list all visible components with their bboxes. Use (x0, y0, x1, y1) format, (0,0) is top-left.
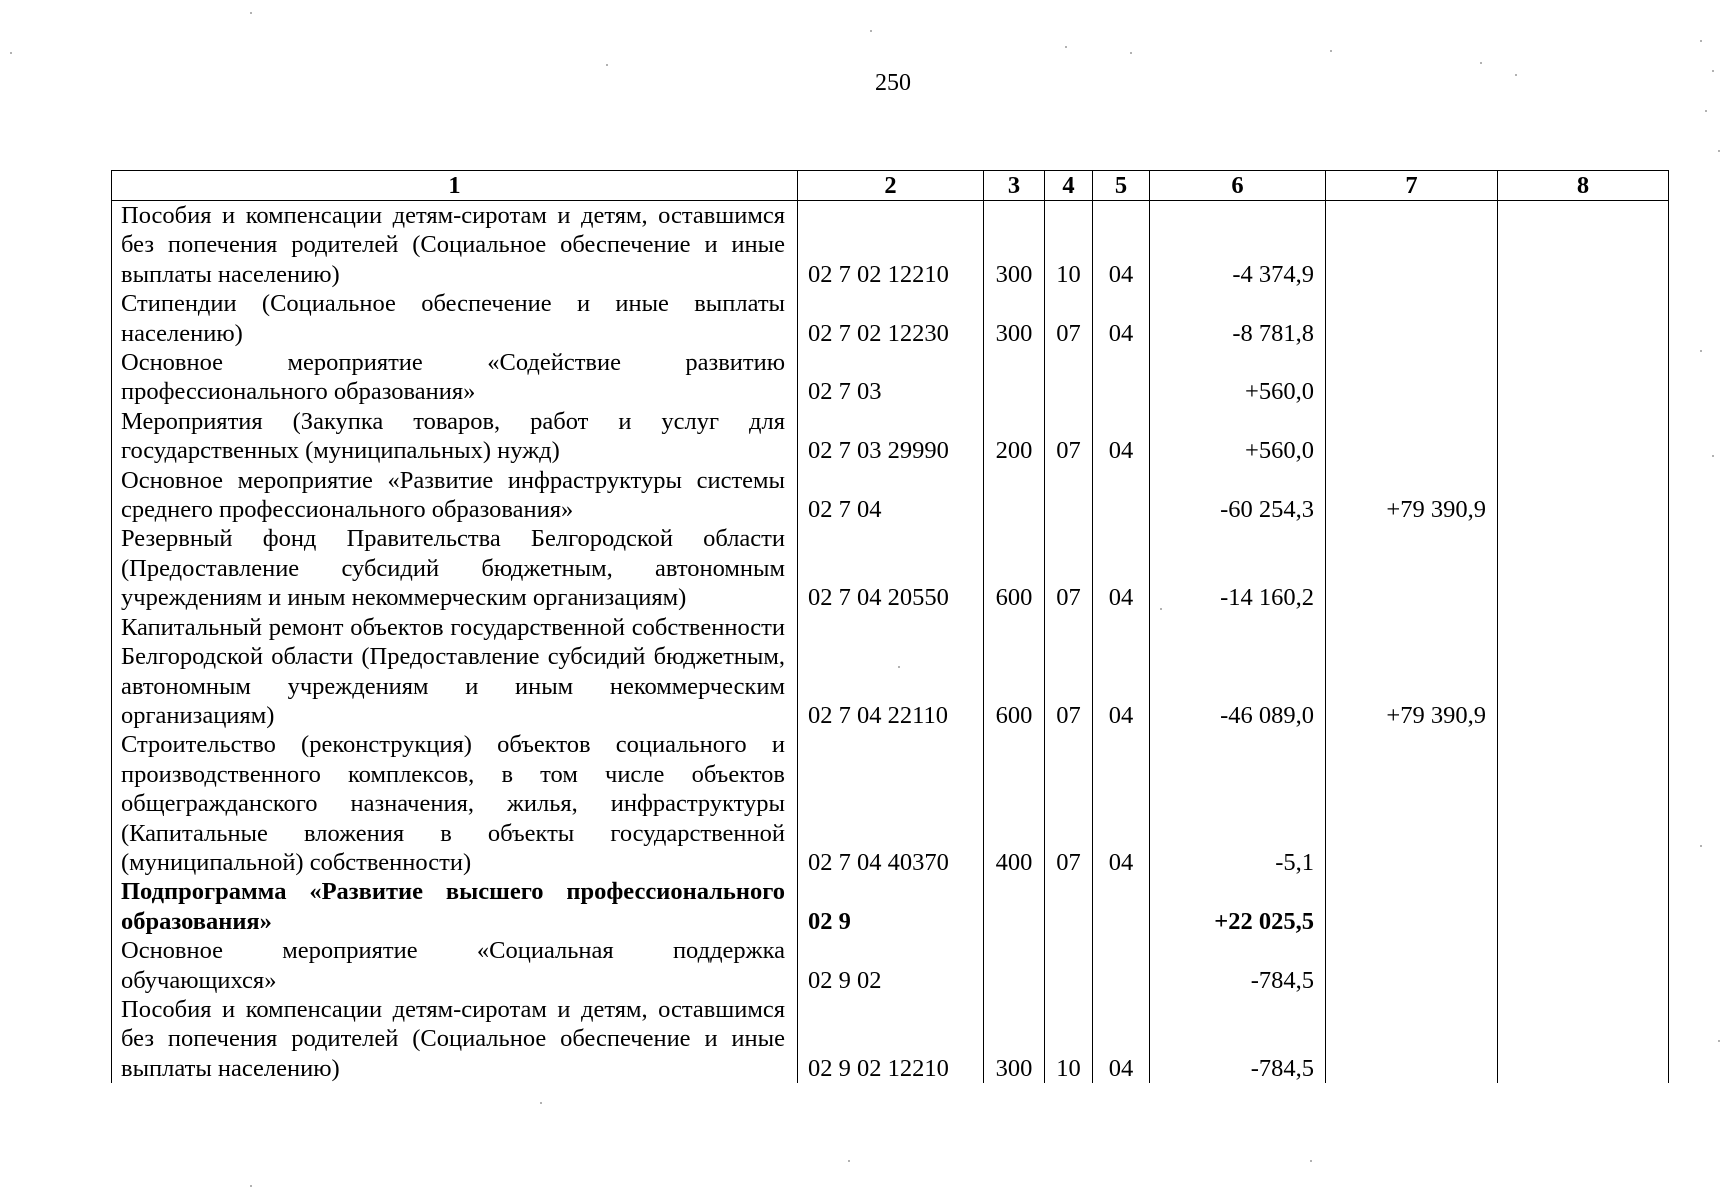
cell-col-8 (1498, 407, 1669, 466)
cell-col-3 (984, 466, 1045, 525)
cell-col-4: 10 (1045, 995, 1093, 1083)
cell-col-5: 04 (1093, 524, 1150, 612)
column-header: 4 (1045, 171, 1093, 201)
cell-col-3: 300 (984, 995, 1045, 1083)
cell-col-2: 02 7 04 (798, 466, 984, 525)
cell-col-8 (1498, 348, 1669, 407)
cell-col-8 (1498, 524, 1669, 612)
cell-col-7 (1326, 936, 1498, 995)
cell-col-1: Стипендии (Социальное обеспечение и иные выплаты населению) (112, 289, 798, 348)
cell-col-5 (1093, 936, 1150, 995)
cell-col-1: Основное мероприятие «Социальная поддержка обучающихся» (112, 936, 798, 995)
cell-col-7 (1326, 348, 1498, 407)
cell-col-7 (1326, 730, 1498, 877)
table-row (112, 524, 1669, 612)
column-header: 7 (1326, 171, 1498, 201)
cell-col-5 (1093, 348, 1150, 407)
cell-col-2: 02 9 02 12210 (798, 995, 984, 1083)
cell-col-5: 04 (1093, 201, 1150, 290)
cell-col-3: 600 (984, 524, 1045, 612)
table-row (112, 613, 1669, 731)
cell-col-5 (1093, 466, 1150, 525)
table-row (112, 407, 1669, 466)
cell-col-8 (1498, 613, 1669, 731)
cell-col-5 (1093, 877, 1150, 936)
cell-col-7 (1326, 995, 1498, 1083)
cell-col-8 (1498, 877, 1669, 936)
column-header: 6 (1150, 171, 1326, 201)
cell-col-6: -4 374,9 (1150, 201, 1326, 290)
column-header: 8 (1498, 171, 1669, 201)
table-row (112, 877, 1669, 936)
cell-col-3: 200 (984, 407, 1045, 466)
cell-col-4: 07 (1045, 407, 1093, 466)
cell-col-2: 02 7 04 40370 (798, 730, 984, 877)
cell-col-2: 02 7 04 22110 (798, 613, 984, 731)
cell-col-4: 07 (1045, 289, 1093, 348)
cell-col-6: -14 160,2 (1150, 524, 1326, 612)
column-header: 1 (112, 171, 798, 201)
cell-col-7 (1326, 201, 1498, 290)
cell-col-8 (1498, 936, 1669, 995)
cell-col-1: Подпрограмма «Развитие высшего профессионального образования» (112, 877, 798, 936)
column-header: 5 (1093, 171, 1150, 201)
cell-col-2: 02 9 (798, 877, 984, 936)
table-row (112, 995, 1669, 1083)
cell-col-6: -5,1 (1150, 730, 1326, 877)
budget-table (111, 170, 1669, 1083)
cell-col-8 (1498, 730, 1669, 877)
cell-col-7: +79 390,9 (1326, 466, 1498, 525)
header-row (112, 171, 1669, 201)
cell-col-6: +560,0 (1150, 348, 1326, 407)
table-row (112, 730, 1669, 877)
cell-col-2: 02 7 03 (798, 348, 984, 407)
cell-col-4 (1045, 936, 1093, 995)
cell-col-6: -784,5 (1150, 936, 1326, 995)
cell-col-3 (984, 348, 1045, 407)
cell-col-2: 02 7 03 29990 (798, 407, 984, 466)
table-row (112, 289, 1669, 348)
cell-col-1: Капитальный ремонт объектов государственной собственности Белгородской области (Предоставление субсидий бюджетным, автономным учреждениям и иным некоммерческим организациям) (112, 613, 798, 731)
cell-col-1: Пособия и компенсации детям-сиротам и детям, оставшимся без попечения родителей (Социальное обеспечение и иные выплаты населению) (112, 201, 798, 290)
cell-col-2: 02 7 02 12230 (798, 289, 984, 348)
cell-col-6: -60 254,3 (1150, 466, 1326, 525)
cell-col-6: +560,0 (1150, 407, 1326, 466)
cell-col-6: -784,5 (1150, 995, 1326, 1083)
table-row (112, 201, 1669, 290)
table-body (112, 201, 1669, 1084)
page-number: 250 (875, 70, 911, 96)
cell-col-5: 04 (1093, 407, 1150, 466)
cell-col-5: 04 (1093, 613, 1150, 731)
cell-col-1: Мероприятия (Закупка товаров, работ и услуг для государственных (муниципальных) нужд) (112, 407, 798, 466)
cell-col-4: 07 (1045, 524, 1093, 612)
cell-col-8 (1498, 289, 1669, 348)
cell-col-3: 300 (984, 289, 1045, 348)
cell-col-8 (1498, 995, 1669, 1083)
cell-col-1: Основное мероприятие «Содействие развитию профессионального образования» (112, 348, 798, 407)
cell-col-5: 04 (1093, 289, 1150, 348)
cell-col-3 (984, 877, 1045, 936)
cell-col-6: +22 025,5 (1150, 877, 1326, 936)
cell-col-4: 07 (1045, 730, 1093, 877)
cell-col-4 (1045, 348, 1093, 407)
cell-col-3 (984, 936, 1045, 995)
cell-col-3: 600 (984, 613, 1045, 731)
cell-col-6: -46 089,0 (1150, 613, 1326, 731)
cell-col-1: Основное мероприятие «Развитие инфраструктуры системы среднего профессионального образования» (112, 466, 798, 525)
table-row (112, 936, 1669, 995)
cell-col-7 (1326, 877, 1498, 936)
cell-col-2: 02 7 04 20550 (798, 524, 984, 612)
cell-col-4 (1045, 466, 1093, 525)
cell-col-5: 04 (1093, 995, 1150, 1083)
cell-col-4 (1045, 877, 1093, 936)
cell-col-6: -8 781,8 (1150, 289, 1326, 348)
cell-col-3: 400 (984, 730, 1045, 877)
cell-col-3: 300 (984, 201, 1045, 290)
cell-col-7 (1326, 289, 1498, 348)
cell-col-2: 02 7 02 12210 (798, 201, 984, 290)
column-header: 2 (798, 171, 984, 201)
column-header: 3 (984, 171, 1045, 201)
cell-col-8 (1498, 466, 1669, 525)
cell-col-7: +79 390,9 (1326, 613, 1498, 731)
cell-col-8 (1498, 201, 1669, 290)
cell-col-4: 07 (1045, 613, 1093, 731)
table-row (112, 348, 1669, 407)
cell-col-1: Строительство (реконструкция) объектов социального и производственного комплексов, в том числе объектов общегражданского назначения, жилья, инфраструктуры (Капитальные вложения в объекты государственной (муниципальной) собственности) (112, 730, 798, 877)
table-row (112, 466, 1669, 525)
cell-col-7 (1326, 407, 1498, 466)
cell-col-1: Пособия и компенсации детям-сиротам и детям, оставшимся без попечения родителей (Социальное обеспечение и иные выплаты населению) (112, 995, 798, 1083)
cell-col-2: 02 9 02 (798, 936, 984, 995)
cell-col-7 (1326, 524, 1498, 612)
cell-col-5: 04 (1093, 730, 1150, 877)
cell-col-4: 10 (1045, 201, 1093, 290)
cell-col-1: Резервный фонд Правительства Белгородской области (Предоставление субсидий бюджетным, автономным учреждениям и иным некоммерческим организациям) (112, 524, 798, 612)
